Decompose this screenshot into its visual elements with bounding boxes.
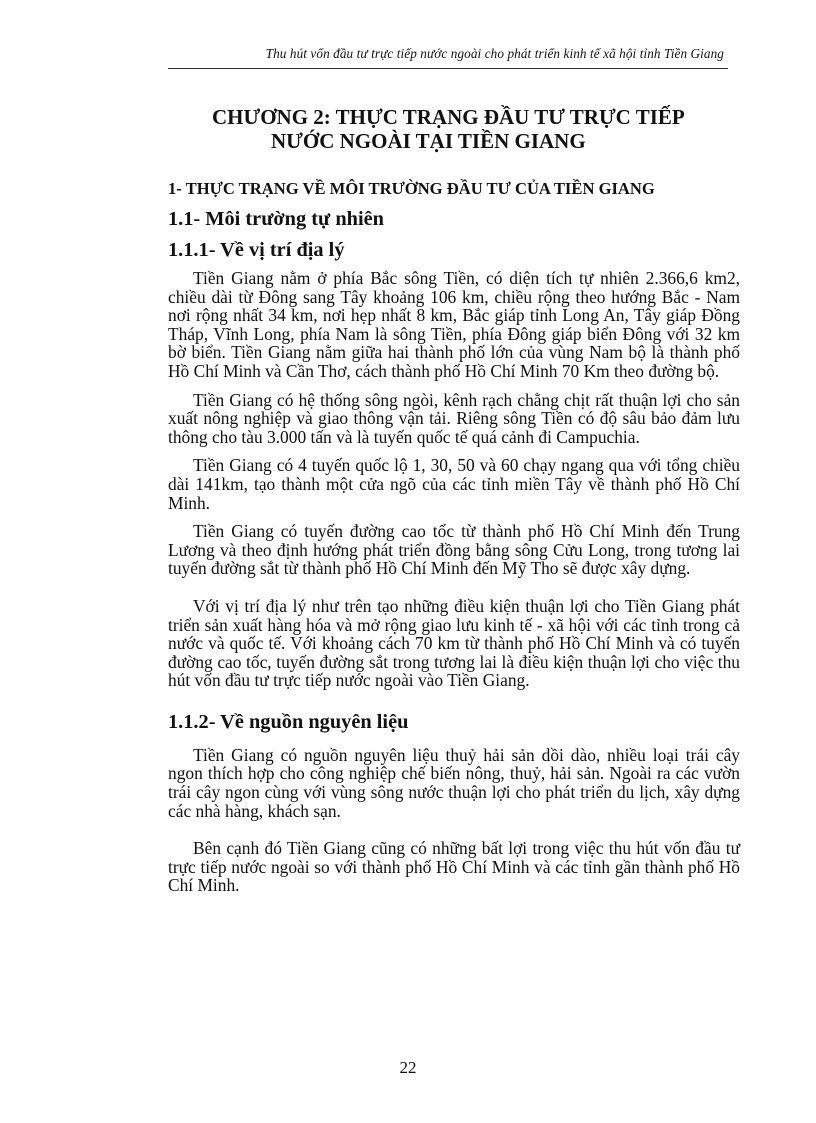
section-heading-1: 1- THỰC TRẠNG VỀ MÔI TRƯỜNG ĐẦU TƯ CỦA TIỀN GIANG (168, 179, 655, 198)
chapter-title-line-2: NƯỚC NGOÀI TẠI TIỀN GIANG (271, 129, 586, 153)
paragraph-advantages: Với vị trí địa lý như trên tạo những điều kiện thuận lợi cho Tiền Giang phát triển sản xuất hàng hóa và mở rộng giao lưu kinh tế - xã hội với các tỉnh trong cả nước và quốc tế. Với khoảng cách 70 km từ thành phố Hồ Chí Minh và có tuyến đường cao tốc, tuyến đường sắt trong tương lai là điều kiện thuận lợi cho việc thu hút vốn đầu tư trực tiếp nước ngoài vào Tiền Giang. (168, 595, 740, 691)
paragraph-rivers: Tiền Giang có hệ thống sông ngòi, kênh rạch chằng chịt rất thuận lợi cho sản xuất nông nghiệp và giao thông vận tải. Riêng sông Tiền có độ sâu bảo đảm lưu thông cho tàu 3.000 tấn và là tuyến quốc tế quá cảnh đi Campuchia. (168, 389, 740, 447)
paragraph-disadvantages: Bên cạnh đó Tiền Giang cũng có những bất lợi trong việc thu hút vốn đầu tư trực tiếp nước ngoài so với thành phố Hồ Chí Minh và các tỉnh gần thành phố Hồ Chí Minh. (168, 838, 740, 896)
section-heading-1-1-2: 1.1.2- Về nguồn nguyên liệu (168, 710, 409, 733)
header-divider (168, 68, 728, 69)
document-body (168, 178, 740, 895)
chapter-title-line-1: CHƯƠNG 2: THỰC TRẠNG ĐẦU TƯ TRỰC TIẾP (212, 105, 685, 129)
section-heading-1-1: 1.1- Môi trường tự nhiên (168, 208, 384, 230)
running-header: Thu hút vốn đầu tư trực tiếp nước ngoài cho phát triển kinh tế xã hội tỉnh Tiền Giang (265, 46, 724, 61)
paragraph-raw-materials: Tiền Giang có nguồn nguyên liệu thuỷ hải sản dồi dào, nhiều loại trái cây ngon thích hợp cho công nghiệp chế biến nông, thuỷ, hải sản. Ngoài ra các vườn trái cây ngon cùng với vùng sông nước thuận lợi cho phát triển du lịch, xây dựng các nhà hàng, khách sạn. (168, 744, 740, 821)
section-heading-1-1-1: 1.1.1- Về vị trí địa lý (168, 239, 345, 261)
chapter-title (212, 105, 772, 153)
paragraph-highways: Tiền Giang có 4 tuyến quốc lộ 1, 30, 50 và 60 chạy ngang qua với tổng chiều dài 141km, tạo thành một cửa ngõ của các tỉnh miền Tây về thành phố Hồ Chí Minh. (168, 455, 740, 513)
page-number: 22 (399, 1058, 417, 1077)
paragraph-location: Tiền Giang nằm ở phía Bắc sông Tiền, có diện tích tự nhiên 2.366,6 km2, chiều dài từ Đông sang Tây khoảng 106 km, chiều rộng theo hướng Bắc - Nam nơi rộng nhất 34 km, nơi hẹp nhất 8 km, Bắc giáp tỉnh Long An, Tây giáp Đồng Tháp, Vĩnh Long, phía Nam là sông Tiền, phía Đông giáp biển Đông với 32 km bờ biển. Tiền Giang nằm giữa hai thành phố lớn của vùng Nam bộ là thành phố Hồ Chí Minh và Cần Thơ, cách thành phố Hồ Chí Minh 70 Km theo đường bộ. (168, 268, 740, 381)
paragraph-expressway: Tiền Giang có tuyến đường cao tốc từ thành phố Hồ Chí Minh đến Trung Lương và theo định hướng phát triển đồng bằng sông Cửu Long, trong tương lai tuyến đường sắt từ thành phố Hồ Chí Minh đến Mỹ Tho sẽ được xây dựng. (168, 521, 740, 579)
